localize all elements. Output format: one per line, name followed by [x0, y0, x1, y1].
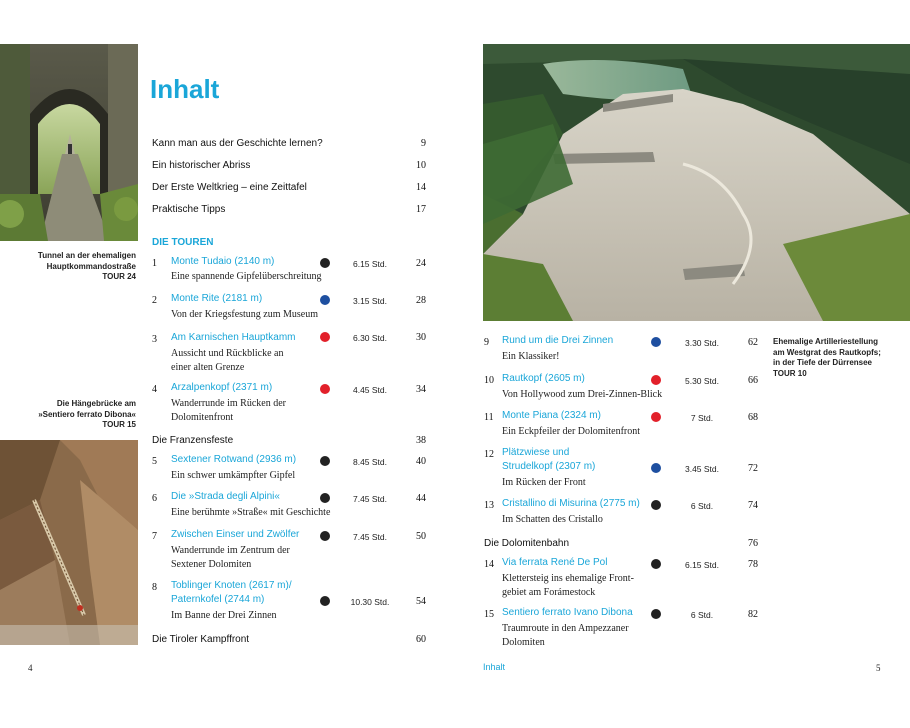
- tour-subtitle-line: Von der Kriegsfestung zum Museum: [171, 309, 319, 320]
- caption-line: TOUR 15: [102, 420, 136, 429]
- tour-subtitle-line: Traumroute in den Ampezzaner: [502, 623, 629, 634]
- tour-title-line[interactable]: Zwischen Einser und Zwölfer: [171, 529, 300, 540]
- tour-subtitle: [502, 622, 629, 650]
- tour-title[interactable]: [502, 372, 585, 386]
- section-label: DIE TOUREN: [152, 237, 214, 248]
- tour-title[interactable]: [502, 334, 613, 348]
- caption-line: TOUR 10: [773, 368, 807, 378]
- tour-duration: 7.45 Std.: [352, 532, 388, 542]
- bridge-caption: [0, 399, 136, 431]
- difficulty-dot-red: [651, 412, 661, 422]
- tour-subtitle-line: Ein Klassiker!: [502, 351, 560, 362]
- tour-duration: 6.15 Std.: [352, 259, 388, 269]
- toc-page-number: 28: [416, 295, 426, 306]
- difficulty-dot-red: [320, 384, 330, 394]
- tour-number: 1: [152, 258, 157, 269]
- tour-title-line[interactable]: Am Karnischen Hauptkamm: [171, 332, 296, 343]
- tour-subtitle-line: einer alten Grenze: [171, 362, 245, 373]
- tour-number: 14: [484, 559, 494, 570]
- tour-title-line[interactable]: Monte Tudaio (2140 m): [171, 256, 275, 267]
- toc-chapter-title[interactable]: Der Erste Weltkrieg – eine Zeittafel: [152, 182, 307, 193]
- tour-title[interactable]: [171, 255, 274, 269]
- tour-subtitle-line: Ein Eckpfeiler der Dolomitenfront: [502, 426, 641, 437]
- tour-title[interactable]: [502, 446, 595, 474]
- tunnel-caption: [0, 251, 136, 283]
- toc-page-number: 78: [748, 559, 758, 570]
- tour-number: 8: [152, 582, 157, 593]
- difficulty-dot-black: [320, 596, 330, 606]
- tour-title[interactable]: [502, 409, 601, 423]
- tour-subtitle-line: Dolomiten: [502, 637, 545, 648]
- footer-page-number-left: 4: [28, 663, 33, 673]
- tour-subtitle: [502, 476, 586, 490]
- tour-title[interactable]: [171, 453, 296, 467]
- tour-duration: 7.45 Std.: [352, 494, 388, 504]
- difficulty-dot-blue: [651, 337, 661, 347]
- tour-number: 7: [152, 531, 157, 542]
- tour-duration: 6 Std.: [690, 501, 714, 511]
- tour-subtitle: [171, 270, 322, 284]
- tour-number: 10: [484, 375, 494, 386]
- tour-number: 13: [484, 500, 494, 511]
- tour-title[interactable]: [171, 331, 296, 345]
- difficulty-dot-black: [320, 493, 330, 503]
- tour-duration: 4.45 Std.: [352, 385, 388, 395]
- toc-page-number: 38: [416, 435, 426, 446]
- tour-title[interactable]: [502, 497, 640, 511]
- tour-subtitle-line: Im Schatten des Cristallo: [502, 514, 603, 525]
- tour-number: 11: [484, 412, 494, 423]
- tour-subtitle-line: Klettersteig ins ehemalige Front-: [502, 573, 634, 584]
- toc-chapter-title[interactable]: Die Franzensfeste: [152, 435, 234, 446]
- toc-page-number: 10: [416, 160, 426, 171]
- toc-page-number: 14: [416, 182, 426, 193]
- difficulty-dot-black: [320, 456, 330, 466]
- tour-subtitle: [502, 513, 603, 527]
- toc-chapter-title[interactable]: Die Dolomitenbahn: [484, 538, 570, 549]
- footer-page-number-right: 5: [876, 663, 881, 673]
- toc-page-number: 50: [416, 531, 426, 542]
- tour-number: 3: [152, 334, 157, 345]
- tour-title[interactable]: [502, 556, 607, 570]
- tour-duration: 3.45 Std.: [684, 464, 720, 474]
- tour-title-line[interactable]: Monte Rite (2181 m): [171, 293, 263, 304]
- tour-subtitle: [171, 609, 277, 623]
- tour-duration: 10.30 Std.: [350, 597, 390, 607]
- difficulty-dot-red: [320, 332, 330, 342]
- toc-page-number: 30: [416, 332, 426, 343]
- tour-subtitle-line: gebiet am Forámestock: [502, 587, 596, 598]
- toc-page-number: 74: [748, 500, 758, 511]
- toc-page-number: 82: [748, 609, 758, 620]
- tour-number: 4: [152, 384, 157, 395]
- tour-subtitle: [502, 388, 662, 402]
- artillery-caption: [773, 337, 910, 379]
- tour-title[interactable]: [171, 579, 292, 607]
- tour-duration: 8.45 Std.: [352, 457, 388, 467]
- tour-subtitle-line: Wanderrunde im Rücken der: [171, 398, 286, 409]
- tour-subtitle-line: Ein schwer umkämpfter Gipfel: [171, 470, 296, 481]
- toc-chapter-title[interactable]: Ein historischer Abriss: [152, 160, 251, 171]
- footer-section-label: Inhalt: [483, 662, 506, 672]
- tour-subtitle-line: Im Banne der Drei Zinnen: [171, 610, 277, 621]
- caption-line: TOUR 24: [102, 272, 136, 281]
- tour-subtitle-line: Eine spannende Gipfelüberschreitung: [171, 271, 322, 282]
- toc-page-number: 54: [416, 596, 426, 607]
- tour-subtitle: [171, 308, 318, 322]
- tour-title-line[interactable]: Via ferrata René De Pol: [502, 557, 608, 568]
- toc-chapter-title[interactable]: Kann man aus der Geschichte lernen?: [152, 138, 323, 149]
- toc-page-number: 34: [416, 384, 426, 395]
- difficulty-dot-red: [651, 375, 661, 385]
- toc-page-number: 9: [421, 138, 426, 149]
- toc-page-number: 72: [748, 463, 758, 474]
- tour-subtitle-line: Aussicht und Rückblicke an: [171, 348, 284, 359]
- tour-duration: 3.15 Std.: [352, 296, 388, 306]
- tour-subtitle: [171, 469, 295, 483]
- tour-number: 5: [152, 456, 157, 467]
- tour-title-line[interactable]: Sentiero ferrato Ivano Dibona: [502, 607, 633, 618]
- tour-duration: 6.30 Std.: [352, 333, 388, 343]
- caption-line: am Westgrat des Rautkopfs;: [773, 347, 881, 357]
- tour-duration: 6.15 Std.: [684, 560, 720, 570]
- caption-line: Die Hängebrücke am: [56, 399, 136, 408]
- tunnel-photo: [0, 44, 138, 241]
- caption-line: Tunnel an der ehemaligen: [37, 251, 136, 260]
- tour-title-line[interactable]: Paternkofel (2744 m): [171, 594, 265, 605]
- tour-duration: 5.30 Std.: [684, 376, 720, 386]
- tour-subtitle: [171, 347, 283, 375]
- tour-subtitle-line: Dolomitenfront: [171, 412, 234, 423]
- caption-line: »Sentiero ferrato Dibona«: [38, 409, 136, 419]
- toc-page-number: 68: [748, 412, 758, 423]
- toc-page-number: 40: [416, 456, 426, 467]
- tour-subtitle: [502, 572, 634, 600]
- tour-subtitle-line: Wanderrunde im Zentrum der: [171, 545, 290, 556]
- tour-subtitle: [502, 350, 560, 364]
- toc-page-number: 44: [416, 493, 426, 504]
- caption-line: in der Tiefe der Dürrensee: [773, 358, 872, 367]
- tour-subtitle-line: Sextener Dolomiten: [171, 559, 252, 570]
- tour-title-line[interactable]: Strudelkopf (2307 m): [502, 461, 596, 472]
- tour-subtitle: [171, 397, 286, 425]
- tour-number: 9: [484, 337, 489, 348]
- toc-page-number: 66: [748, 375, 758, 386]
- tour-duration: 6 Std.: [690, 610, 714, 620]
- caption-line: Hauptkommandostraße: [46, 261, 136, 271]
- difficulty-dot-black: [651, 609, 661, 619]
- difficulty-dot-black: [320, 531, 330, 541]
- difficulty-dot-black: [651, 559, 661, 569]
- tour-duration: 3.30 Std.: [684, 338, 720, 348]
- tour-number: 15: [484, 609, 494, 620]
- toc-page-number: 24: [416, 258, 426, 269]
- tour-title-line[interactable]: Die »Strada degli Alpini«: [171, 491, 280, 502]
- toc-page-number: 62: [748, 337, 758, 348]
- tour-title-line[interactable]: Rautkopf (2605 m): [502, 373, 585, 384]
- tour-duration: 7 Std.: [690, 413, 714, 423]
- tour-title[interactable]: [171, 292, 262, 306]
- toc-page-number: 76: [748, 538, 758, 549]
- tour-subtitle: [171, 506, 330, 520]
- tour-title-line[interactable]: Plätzwiese und: [502, 447, 570, 458]
- toc-chapter-title[interactable]: Praktische Tipps: [152, 204, 226, 215]
- page-title: Inhalt: [150, 74, 220, 104]
- tour-subtitle-line: Von Hollywood zum Drei-Zinnen-Blick: [502, 389, 663, 400]
- tour-subtitle-line: Im Rücken der Front: [502, 477, 586, 488]
- toc-page-number: 60: [416, 634, 426, 645]
- difficulty-dot-black: [651, 500, 661, 510]
- tour-title-line[interactable]: Rund um die Drei Zinnen: [502, 335, 614, 346]
- toc-chapter-title[interactable]: Die Tiroler Kampffront: [152, 634, 250, 645]
- tour-title[interactable]: [171, 490, 280, 504]
- tour-title-line[interactable]: Sextener Rotwand (2936 m): [171, 454, 297, 465]
- tour-number: 2: [152, 295, 157, 306]
- tour-title-line[interactable]: Arzalpenkopf (2371 m): [171, 382, 273, 393]
- bridge-photo: [0, 440, 138, 645]
- difficulty-dot-blue: [651, 463, 661, 473]
- tour-number: 12: [484, 449, 494, 460]
- tour-title-line[interactable]: Monte Piana (2324 m): [502, 410, 601, 421]
- caption-line: Ehemalige Artilleriestellung: [773, 337, 879, 346]
- toc-page-number: 17: [416, 204, 426, 215]
- tour-title[interactable]: [171, 381, 272, 395]
- tour-title-line[interactable]: Cristallino di Misurina (2775 m): [502, 498, 640, 509]
- tour-number: 6: [152, 493, 157, 504]
- tour-title-line[interactable]: Toblinger Knoten (2617 m)/: [171, 580, 292, 591]
- tour-subtitle-line: Eine berühmte »Straße« mit Geschichte: [171, 507, 331, 518]
- mountain-fortress-photo: [483, 44, 910, 321]
- tour-title[interactable]: [171, 528, 299, 542]
- tour-subtitle: [171, 544, 290, 572]
- difficulty-dot-black: [320, 258, 330, 268]
- tour-subtitle: [502, 425, 640, 439]
- tour-title[interactable]: [502, 606, 633, 620]
- difficulty-dot-blue: [320, 295, 330, 305]
